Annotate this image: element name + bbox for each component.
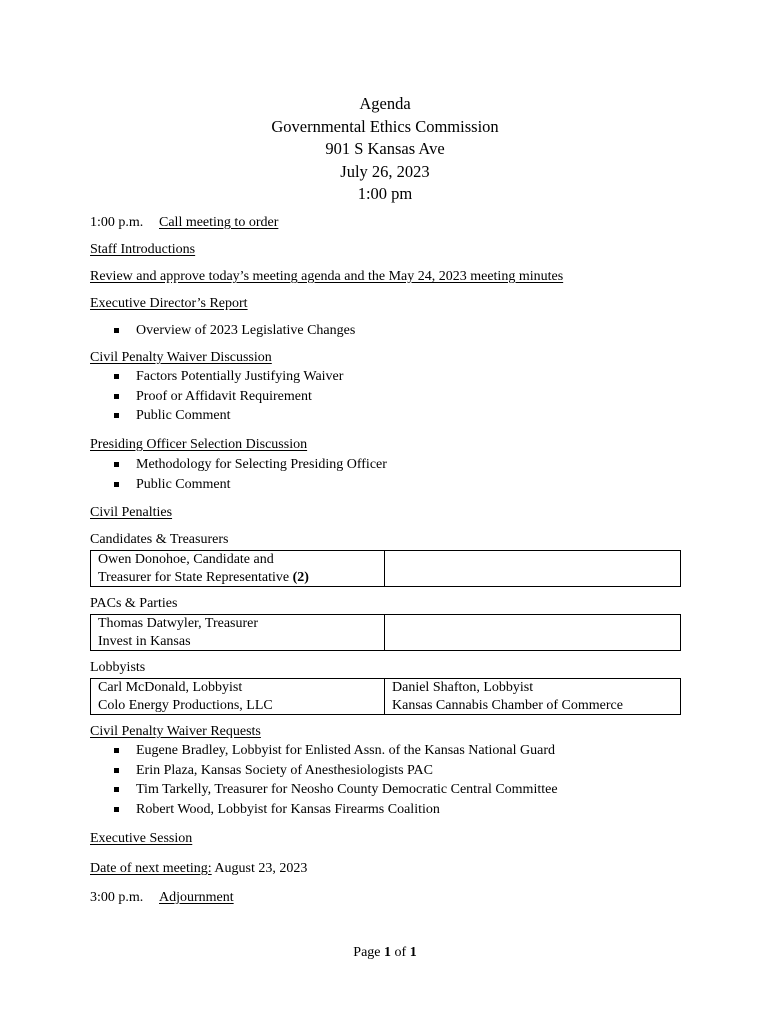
table-cell	[91, 679, 385, 715]
list-item: Tim Tarkelly, Treasurer for Neosho County Democratic Central Committee	[111, 780, 558, 800]
agenda-header	[0, 93, 770, 206]
list-item: Overview of 2023 Legislative Changes	[111, 321, 355, 341]
cell-line: Invest in Kansas	[98, 633, 191, 649]
adjournment-line	[90, 888, 234, 907]
list-item: Methodology for Selecting Presiding Officer	[111, 455, 387, 475]
table-cell	[385, 679, 681, 715]
call-to-order-line	[90, 213, 278, 232]
next-meeting-label: Date of next meeting:	[90, 861, 212, 876]
cell-line: Kansas Cannabis Chamber of Commerce	[392, 697, 623, 713]
presiding-officer-heading: Presiding Officer Selection Discussion	[90, 437, 308, 452]
adjournment-label: Adjournment	[159, 890, 234, 905]
page-footer	[0, 943, 770, 962]
header-title: Agenda	[359, 94, 411, 113]
civil-penalties-heading: Civil Penalties	[90, 505, 173, 520]
call-to-order-time: 1:00 p.m.	[90, 215, 144, 230]
table-cell	[385, 551, 681, 587]
footer-of-word: of	[394, 945, 407, 960]
exec-report-heading: Executive Director’s Report	[90, 296, 248, 311]
cell-text: Treasurer for State Representative	[98, 569, 290, 585]
list-item: Eugene Bradley, Lobbyist for Enlisted Assn. of the Kansas National Guard	[111, 741, 558, 761]
pacs-table	[90, 614, 681, 651]
table-cell	[91, 551, 385, 587]
footer-page-current: 1	[384, 945, 392, 960]
header-date: July 26, 2023	[340, 161, 430, 181]
cell-line: Owen Donohoe, Candidate and	[98, 552, 274, 567]
table-row	[91, 615, 681, 651]
list-item: Erin Plaza, Kansas Society of Anesthesiologists PAC	[111, 761, 558, 781]
cell-line: Carl McDonald, Lobbyist	[98, 680, 243, 695]
list-item: Public Comment	[111, 475, 387, 495]
case-count: (2)	[292, 569, 309, 585]
next-meeting-line	[90, 859, 307, 878]
waiver-discussion-heading: Civil Penalty Waiver Discussion	[90, 350, 272, 365]
list-item: Public Comment	[111, 406, 343, 426]
staff-introductions: Staff Introductions	[90, 242, 196, 257]
table-row	[91, 551, 681, 587]
header-commission: Governmental Ethics Commission	[271, 116, 499, 136]
list-item: Proof or Affidavit Requirement	[111, 387, 343, 407]
candidates-table	[90, 550, 681, 587]
waiver-discussion-list	[111, 367, 343, 426]
waiver-requests-list	[111, 741, 558, 819]
cell-line: Colo Energy Productions, LLC	[98, 697, 273, 713]
next-meeting-date: August 23, 2023	[214, 861, 308, 876]
table-row	[91, 679, 681, 715]
list-item: Robert Wood, Lobbyist for Kansas Firearms Coalition	[111, 800, 558, 820]
table-cell	[385, 615, 681, 651]
candidates-label: Candidates & Treasurers	[90, 532, 229, 547]
exec-report-list	[111, 321, 355, 341]
cell-line: Daniel Shafton, Lobbyist	[392, 680, 534, 695]
list-item: Factors Potentially Justifying Waiver	[111, 367, 343, 387]
cell-line	[98, 569, 377, 587]
executive-session: Executive Session	[90, 831, 193, 846]
pacs-label: PACs & Parties	[90, 596, 178, 611]
cell-line: Thomas Datwyler, Treasurer	[98, 616, 259, 631]
review-minutes-item: Review and approve today’s meeting agenda and the May 24, 2023 meeting minutes	[90, 269, 564, 284]
header-address: 901 S Kansas Ave	[325, 139, 445, 159]
presiding-officer-list	[111, 455, 387, 494]
footer-page-total: 1	[409, 945, 417, 960]
footer-page-word: Page	[353, 945, 381, 960]
adjournment-time: 3:00 p.m.	[90, 890, 144, 905]
lobbyists-table	[90, 678, 681, 715]
waiver-requests-heading: Civil Penalty Waiver Requests	[90, 724, 261, 739]
lobbyists-label: Lobbyists	[90, 660, 146, 675]
call-to-order-label: Call meeting to order	[159, 215, 279, 230]
table-cell	[91, 615, 385, 651]
header-time: 1:00 pm	[357, 184, 413, 204]
